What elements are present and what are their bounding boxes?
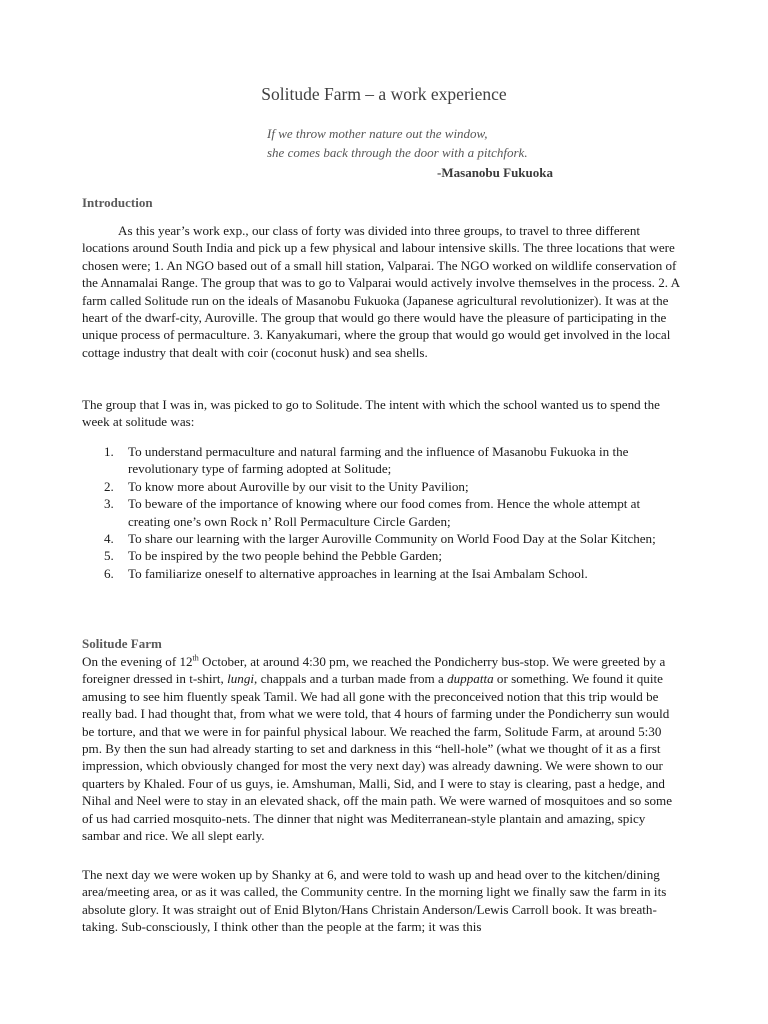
list-item: 3. To beware of the importance of knowing where our food comes from. Hence the whole attempt at creating one’s own Rock n’ Roll Permaculture Circle Garden; [104, 496, 641, 529]
epigraph-line-2: she comes back through the door with a pitchfork. [267, 145, 528, 160]
solitude-farm-paragraph-2: The next day we were woken up by Shanky at 6, and were told to wash up and head over to the kitchen/dining area/meeting area, or as it was called, the Community centre. In the morning light we finally saw the farm in its absolute glory. It was straight out of Enid Blyton/Hans Christain Anderson/Lewis Carroll book. It was breath-taking. Sub-consciously, I think other than the people at the farm; it was this [82, 867, 667, 935]
epigraph [267, 124, 567, 182]
list-item: 2. To know more about Auroville by our visit to the Unity Pavilion; [104, 478, 469, 494]
document-title: Solitude Farm – a work experience [261, 84, 507, 104]
list-item: 1. To understand permaculture and natural farming and the influence of Masanobu Fukuoka in the revolutionary type of farming adopted at Solitude; [104, 444, 629, 477]
list-item: 6. To familiarize oneself to alternative approaches in learning at the Isai Ambalam School. [104, 565, 588, 581]
introduction-paragraph-2: The group that I was in, was picked to go to Solitude. The intent with which the school wanted us to spend the week at solitude was: [82, 397, 660, 430]
introduction-paragraph-1: As this year’s work exp., our class of forty was divided into three groups, to travel to three different locations around South India and pick up a few physical and labour intensive skills. The three locations that were chosen were; 1. An NGO based out of a small hill station, Valparai. The NGO worked on wildlife conservation of the Annamalai Range. The group that was to go to Valparai would actively involve themselves in the process. 2. A farm called Solitude run on the ideals of Masanobu Fukuoka (Japanese agricultural revolutionizer). It was at the heart of the dwarf-city, Auroville. The group that would go there would have the pleasure of participating in the unique process of permaculture. 3. Kanyakumari, where the group that would go would get involved in the local cottage industry that dealt with coir (coconut husk) and sea shells. [82, 223, 680, 360]
epigraph-author: -Masanobu Fukuoka [437, 165, 553, 180]
solitude-farm-paragraph-1: On the evening of 12th October, at around 4:30 pm, we reached the Pondicherry bus-stop. We were greeted by a foreigner dressed in t-shirt, lungi, chappals and a turban made from a duppatta or something. We found it quite amusing to see him fluently speak Tamil. We had all gone with the preconceived notion that this trip would be really bad. I had thought that, from what we were told, that 4 hours of farming under the Pondicherry sun would be torture, and that we were in for painful physical labour. We reached the farm, Solitude Farm, at around 5:30 pm. By then the sun had already starting to set and darkness in this “hell-hole” (what we thought of it as a first impression, which obviously changed for most the very next day) was already dawning. We were shown to our quarters by Khaled. Four of us guys, ie. Amshuman, Malli, Sid, and I were to stay is clearing, past a hedge, and Nihal and Neel were to stay in an elevated shack, off the main path. We were warned of mosquitoes and so some of us had carried mosquito-nets. The dinner that night was Mediterranean-style plantain and amazing, spicy sambar and rice. We all slept early. [82, 653, 673, 844]
epigraph-line-1: If we throw mother nature out the window, [267, 126, 488, 141]
introduction-heading: Introduction [82, 195, 153, 210]
solitude-farm-heading: Solitude Farm [82, 636, 162, 651]
list-item: 4. To share our learning with the larger Auroville Community on World Food Day at the Solar Kitchen; [104, 531, 656, 547]
list-item: 5. To be inspired by the two people behind the Pebble Garden; [104, 548, 442, 564]
objectives-list [82, 443, 682, 582]
